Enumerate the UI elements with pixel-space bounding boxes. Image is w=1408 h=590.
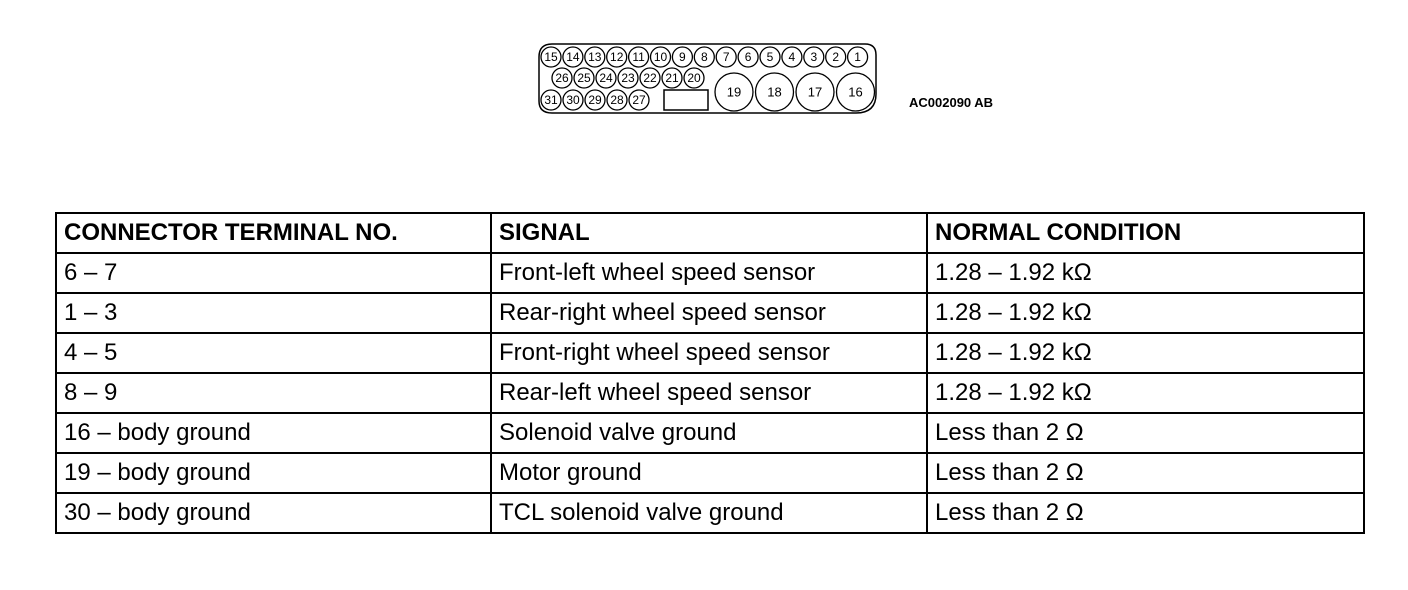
- terminal-label-30: 30: [566, 93, 580, 107]
- table-row: [56, 453, 1364, 493]
- terminal-label-19: 19: [726, 84, 742, 100]
- terminal-label-9: 9: [679, 50, 686, 64]
- table-row: [56, 333, 1364, 373]
- cell-terminal: 30 – body ground: [56, 493, 491, 533]
- cell-signal: Rear-left wheel speed sensor: [491, 373, 927, 413]
- header-signal: SIGNAL: [491, 213, 927, 253]
- table-row: [56, 413, 1364, 453]
- terminal-label-27: 27: [632, 93, 646, 107]
- figure-code: AC002090 AB: [909, 95, 994, 110]
- cell-condition: 1.28 – 1.92 kΩ: [927, 333, 1364, 373]
- terminal-label-5: 5: [766, 50, 774, 64]
- terminal-label-15: 15: [544, 50, 558, 64]
- cell-terminal: 1 – 3: [56, 293, 491, 333]
- terminal-label-11: 11: [632, 50, 645, 64]
- cell-signal: Motor ground: [491, 453, 927, 493]
- terminal-label-13: 13: [588, 50, 602, 64]
- terminal-label-23: 23: [621, 71, 635, 85]
- terminal-label-2: 2: [832, 50, 840, 64]
- table-row: [56, 253, 1364, 293]
- terminal-label-4: 4: [788, 50, 796, 64]
- terminal-label-29: 29: [588, 93, 602, 107]
- header-terminal: CONNECTOR TERMINAL NO.: [56, 213, 491, 253]
- terminal-label-3: 3: [810, 50, 818, 64]
- cell-condition: Less than 2 Ω: [927, 493, 1364, 533]
- terminal-label-8: 8: [700, 50, 708, 64]
- terminal-label-22: 22: [643, 71, 657, 85]
- terminal-label-24: 24: [599, 71, 613, 85]
- terminal-label-12: 12: [610, 50, 624, 64]
- cell-condition: Less than 2 Ω: [927, 413, 1364, 453]
- cell-signal: Front-right wheel speed sensor: [491, 333, 927, 373]
- cell-terminal: 16 – body ground: [56, 413, 491, 453]
- header-normal-condition: NORMAL CONDITION: [927, 213, 1364, 253]
- terminal-label-21: 21: [665, 71, 679, 85]
- connector-diagram: [538, 43, 878, 115]
- terminal-label-16: 16: [848, 84, 863, 100]
- cell-condition: 1.28 – 1.92 kΩ: [927, 253, 1364, 293]
- cell-terminal: 8 – 9: [56, 373, 491, 413]
- table-row: [56, 293, 1364, 333]
- terminal-label-6: 6: [744, 50, 752, 64]
- terminal-label-28: 28: [610, 93, 624, 107]
- terminal-label-20: 20: [687, 71, 701, 85]
- cell-condition: 1.28 – 1.92 kΩ: [927, 293, 1364, 333]
- cell-terminal: 19 – body ground: [56, 453, 491, 493]
- terminal-label-14: 14: [566, 50, 580, 64]
- terminal-label-1: 1: [854, 50, 861, 64]
- terminal-label-17: 17: [807, 84, 823, 100]
- cell-signal: Front-left wheel speed sensor: [491, 253, 927, 293]
- terminal-label-25: 25: [577, 71, 591, 85]
- cell-signal: Solenoid valve ground: [491, 413, 927, 453]
- cell-signal: TCL solenoid valve ground: [491, 493, 927, 533]
- terminal-label-31: 31: [544, 93, 558, 107]
- table-header-row: [56, 213, 1364, 253]
- terminal-table: [55, 212, 1365, 534]
- terminal-label-18: 18: [767, 84, 782, 100]
- terminal-label-7: 7: [722, 50, 730, 64]
- cell-terminal: 4 – 5: [56, 333, 491, 373]
- cell-signal: Rear-right wheel speed sensor: [491, 293, 927, 333]
- terminal-label-26: 26: [555, 71, 569, 85]
- table-row: [56, 373, 1364, 413]
- cell-condition: 1.28 – 1.92 kΩ: [927, 373, 1364, 413]
- cell-condition: Less than 2 Ω: [927, 453, 1364, 493]
- table-row: [56, 493, 1364, 533]
- cell-terminal: 6 – 7: [56, 253, 491, 293]
- connector-blank-slot: [664, 90, 708, 110]
- terminal-label-10: 10: [653, 50, 668, 64]
